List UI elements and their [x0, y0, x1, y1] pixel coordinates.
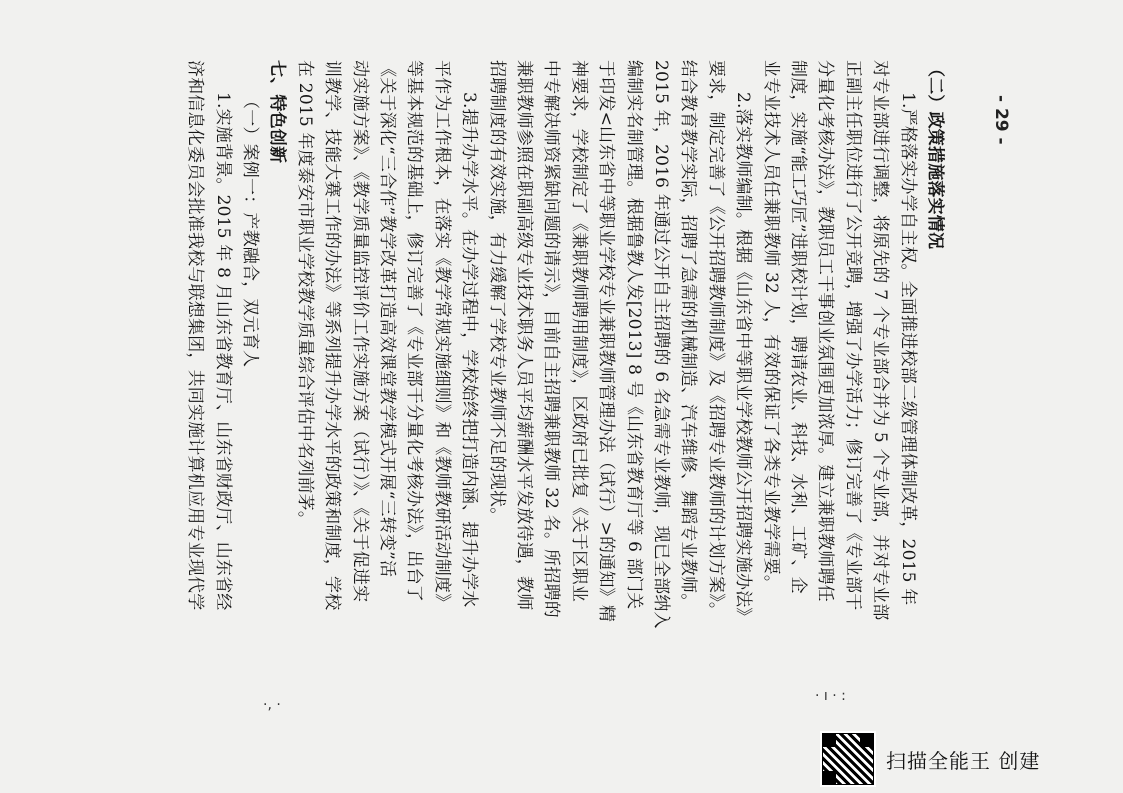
- text-line: 对专业部进行调整，将原先的 7 个专业部合并为 5 个专业部，并对专业部: [870, 60, 891, 621]
- text-line: 七、特色创新: [267, 60, 288, 164]
- text-body: [167, 60, 947, 700]
- watermark-text: 扫描全能王 创建: [886, 748, 1041, 773]
- text-line: 兼职教师参照在职副高级专业技术职务人员平均薪酬水平发放待遇，教师: [514, 60, 534, 611]
- text-line: 制度，实施“能工巧匠”进职校计划，聘请农业、科技、水利、工矿、企: [788, 60, 808, 594]
- text-line: 平作为工作根本，在落实《教学常规实施细则》和《教师教研活动制度》: [431, 60, 452, 611]
- text-line: 在 2015 年度泰安市职业学校教学质量综合评估中名列前茅。: [294, 60, 315, 529]
- text-line: 业专业技术人员任兼职教师 32 人，有效的保证了各类专业教学需要。: [760, 60, 781, 593]
- text-line: 3.提升办学水平。在办学过程中，学校始终把打造内涵、提升办学水: [459, 92, 480, 608]
- page-number: - 29 -: [991, 95, 1011, 145]
- text-line: 2.落实教师编制。根据《山东省中等职业学校教师公开招聘实施办法》: [733, 92, 754, 625]
- text-line: 等基本规范的基础上，修订完善了《专业部干分量化考核办法》，出台了: [404, 60, 425, 602]
- scanner-watermark: [820, 733, 1060, 785]
- text-line: 1.严格落实办学自主权。全面推进校部二级管理体制改革，2015 年: [897, 92, 918, 606]
- scan-speck: · ı · :: [815, 688, 846, 704]
- text-line: 于印发<山东省中等职业学校专业兼职教师管理办法（试行）>的通知》精: [596, 60, 617, 623]
- text-line: 结合教育教学实际，招聘了急需的机械制造、汽车维修、舞蹈专业教师。: [678, 60, 699, 611]
- text-line: 要求，制定完善了《公开招聘教师制度》及《招聘专业教师的计划方案》。: [705, 60, 726, 620]
- text-line: 正副主任职位进行了公开竞聘，增强了办学活力；修订完善了《专业部干: [842, 60, 863, 611]
- text-line: 招聘制度的有效实施，有力缓解了学校专业教师不足的现状。: [486, 60, 507, 525]
- text-line: 2015 年，2016 年通过公开自主招聘的 6 名急需专业教师，现已全部纳入: [651, 60, 671, 629]
- text-line: 分量化考核办法》，教职员工干事创业氛围更加浓厚。建立兼职教师聘任: [815, 60, 836, 602]
- text-line: 《关于深化“三合作”教学改革打造高效课堂教学模式开展“三转变”活: [377, 60, 397, 578]
- text-line: （二）政策措施落实情况: [925, 60, 945, 250]
- text-line: （一）案例一：产教融合，双元育人: [240, 92, 260, 368]
- text-line: 1.实施背景。2015 年 8 月山东省教育厅、山东省财政厅、山东省经: [212, 92, 233, 611]
- text-line: 中专解决师资紧缺问题的请示》，目前自主招聘兼职教师 32 名。所招聘的: [541, 60, 562, 618]
- scan-speck: ·, ·: [263, 697, 281, 713]
- text-line: 动实施方案》、《教学质量监控评价工作实施方案（试行）》、《关于促进实: [349, 60, 370, 603]
- text-line: 训教学、技能大赛工作的办法》等系列提升办学水平的政策和制度，学校: [322, 60, 343, 611]
- rotated-document-page: [167, 60, 947, 700]
- text-line: 济和信息化委员会批准我校与联想集团，共同实施计算机应用专业现代学: [185, 60, 206, 611]
- qr-code-icon: [820, 731, 876, 787]
- text-line: 编制实名制管理。根据鲁教人发[2013] 8 号《山东省教育厅等 6 部门关: [623, 60, 644, 610]
- text-line: 神要求，学校制定了《兼职教师聘用制度》，区政府已批复《关于区职业: [568, 60, 589, 602]
